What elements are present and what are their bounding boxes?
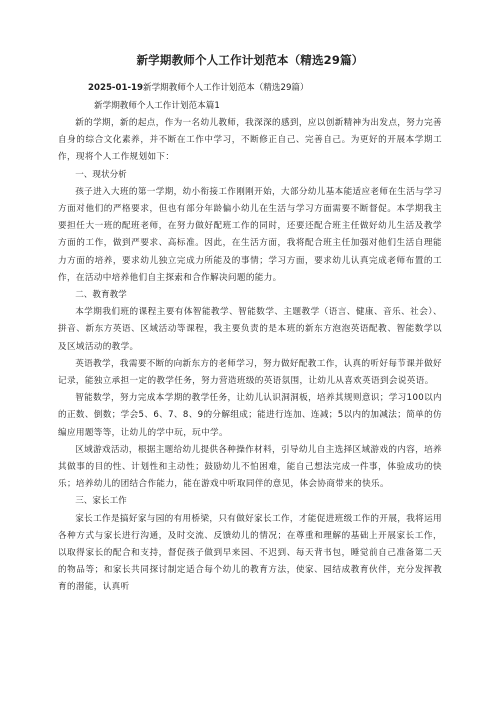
- publish-date: 2025-01-19: [88, 83, 143, 93]
- body-paragraph: 英语教学，我需要不断的向新东方的老师学习，努力做好配教工作，认真的听好每节课并做好记录，能独立承担一定的教学任务，努力营造班级的英语氛围，让幼儿从喜欢英语到会说英语。: [58, 358, 442, 387]
- document-title: 新学期教师个人工作计划范本（精选29篇）: [136, 53, 364, 67]
- section-heading: 二、教育教学: [75, 290, 127, 301]
- body-paragraph: 孩子进入大班的第一学期，幼小衔接工作刚刚开始，大部分幼儿基本能适应老师在生活与学习方面对他们的严格要求，但也有部分年龄偏小幼儿在生活与学习方面需要不断督促。本学期我主要担任大一班的配班老师，在努力做好配班工作的同时，还要还配合班主任做好幼儿生活及教学方面的工作，做到严要求、高标准。因此，在生活方面，我将配合班主任加强对他们生活自理能力方面的培养，要求幼儿独立完成力所能及的事情；学习方面，要求幼儿认真完成老师布置的工作，在活动中培养他们自主探索和合作解决问题的能力。: [58, 186, 442, 283]
- section-subtitle: 新学期教师个人工作计划范本篇1: [94, 101, 220, 111]
- section-heading: 三、家长工作: [75, 496, 127, 507]
- body-paragraph: 区域游戏活动，根据主题给幼儿提供各种操作材料，引导幼儿自主选择区域游戏的内容，培养其做事的目的性、计划性和主动性；鼓励幼儿不怕困难，能自己想法完成一件事，体验成功的快乐；培养幼儿的团结合作能力，能在游戏中听取同伴的意见，体会协商带来的快乐。: [58, 444, 442, 490]
- document-body: [58, 115, 442, 597]
- body-paragraph: 家长工作是搞好家与园的有用桥梁，只有做好家长工作，才能促进班级工作的开展，我将运用各种方式与家长进行沟通，及时交流、反馈幼儿的情况；在尊重和理解的基础上开展家长工作，以取得家长的配合和支持，督促孩子做到早来园、不迟到、每天背书包，睡觉前自己准备第二天的物品等；和家长共同探讨制定适合每个幼儿的教育方法，使家、园结成教育伙伴，充分发挥教育的潜能，认真听: [58, 513, 442, 593]
- body-paragraph: 本学期我们班的课程主要有体智能教学、智能数学、主题教学（语言、健康、音乐、社会）、拼音、新东方英语、区域活动等课程，我主要负责的是本班的新东方泡泡英语配教、智能数学以及区域活动的教学。: [58, 307, 442, 352]
- meta-title: 新学期教师个人工作计划范本（精选29篇）: [142, 83, 309, 93]
- document-meta: [88, 80, 442, 97]
- body-paragraph: 新的学期，新的起点，作为一名幼儿教师，我深深的感到，应以创新精神为出发点，努力完善自身的综合文化素养，并不断在工作中学习，不断修正自己、完善自己。为更好的开展本学期工作，现将个人工作规划如下：: [58, 118, 442, 163]
- body-paragraph: 智能数学，努力完成本学期的教学任务，让幼儿认识洞洞板，培养其规则意识；学习100以内的正数、倒数；学会5、6、7、8、9的分解组成；能进行连加、连减；5以内的加减法；简单的仿编应用题等等，让幼儿的学中玩，玩中学。: [58, 393, 442, 438]
- section-heading: 一、现状分析: [75, 169, 127, 180]
